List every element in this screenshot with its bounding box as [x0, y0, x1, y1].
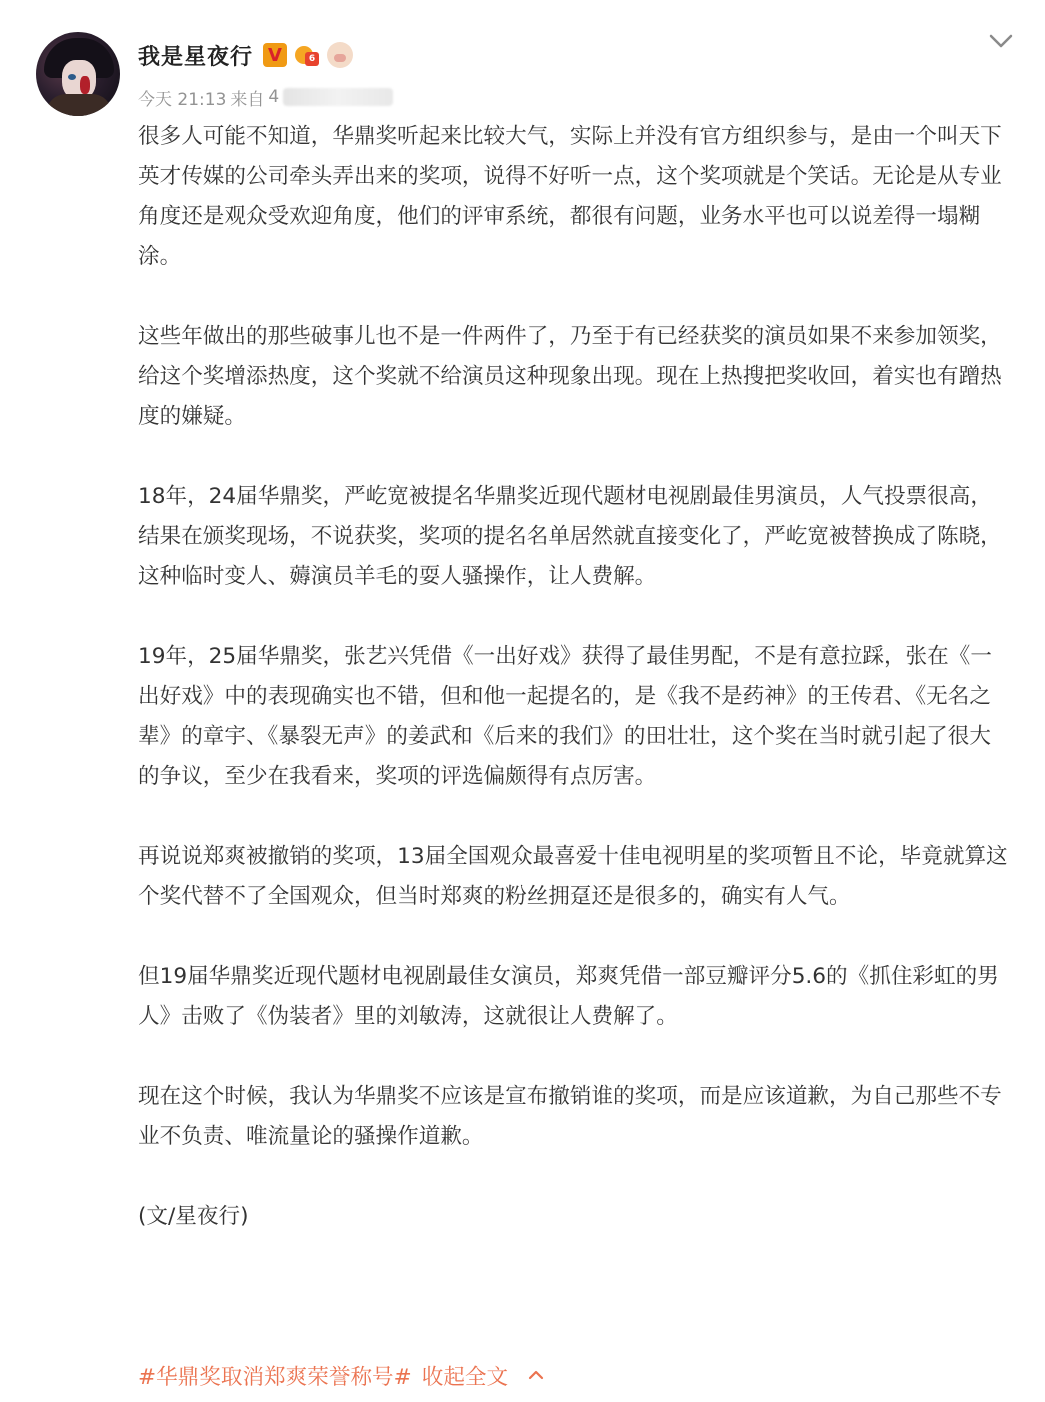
hashtag-link[interactable]: #华鼎奖取消郑爽荣誉称号#: [138, 1364, 412, 1390]
paragraph: 18年，24届华鼎奖，严屹宽被提名华鼎奖近现代题材电视剧最佳男演员，人气投票很高，结果在颁奖现场，不说获奖，奖项的提名名单居然就直接变化了，严屹宽被替换成了陈晓，这种临时变人、薅演员羊毛的耍人骚操作，让人费解。: [138, 484, 1002, 589]
vip-level-number: 6: [305, 52, 319, 66]
verified-v-icon: V: [263, 43, 287, 67]
collapse-full-text-link[interactable]: 收起全文: [421, 1364, 509, 1390]
user-avatar[interactable]: [36, 32, 120, 116]
byline: (文/星夜行): [138, 1204, 249, 1229]
chevron-up-icon[interactable]: [526, 1365, 546, 1385]
paragraph: 但19届华鼎奖近现代题材电视剧最佳女演员，郑爽凭借一部豆瓣评分5.6的《抓住彩虹的男人》击败了《伪装者》里的刘敏涛，这就很让人费解了。: [138, 964, 999, 1029]
fan-badge-icon: [327, 42, 353, 68]
source-visible: 4: [268, 87, 280, 107]
post-footer: [138, 1355, 546, 1395]
post-header: [138, 38, 353, 72]
paragraph: 19年，25届华鼎奖，张艺兴凭借《一出好戏》获得了最佳男配，不是有意拉踩，张在《一出好戏》中的表现确实也不错，但和他一起提名的，是《我不是药神》的王传君、《无名之辈》的章宇、《暴裂无声》的姜武和《后来的我们》的田壮壮，这个奖在当时就引起了很大的争议，至少在我看来，奖项的评选偏颇得有点厉害。: [138, 644, 992, 789]
post-meta: [138, 85, 393, 109]
post-body: [138, 117, 1008, 1277]
avatar-coat: [46, 94, 112, 116]
username[interactable]: 我是星夜行: [138, 44, 254, 70]
avatar-eye: [68, 74, 76, 80]
paragraph: 很多人可能不知道，华鼎奖听起来比较大气，实际上并没有官方组织参与，是由一个叫天下英才传媒的公司牵头弄出来的奖项，说得不好听一点，这个奖项就是个笑话。无论是从专业角度还是观众受欢迎角度，他们的评审系统，都很有问题，业务水平也可以说差得一塌糊涂。: [138, 124, 1002, 269]
source-prefix: 来自: [230, 89, 265, 110]
avatar-mark: [80, 76, 90, 94]
chevron-down-icon[interactable]: [986, 26, 1016, 56]
paragraph: 这些年做出的那些破事儿也不是一件两件了，乃至于有已经获奖的演员如果不来参加领奖，给这个奖增添热度，这个奖就不给演员这种现象出现。现在上热搜把奖收回，着实也有蹭热度的嫌疑。: [138, 324, 1002, 429]
paragraph: 再说说郑爽被撤销的奖项，13届全国观众最喜爱十佳电视明星的奖项暂且不论，毕竟就算这个奖代替不了全国观众，但当时郑爽的粉丝拥趸还是很多的，确实有人气。: [138, 844, 1008, 909]
blurred-source: [283, 88, 393, 106]
post-time[interactable]: 今天 21:13: [138, 89, 227, 110]
vip-level-icon: [293, 42, 321, 68]
paragraph: 现在这个时候，我认为华鼎奖不应该是宣布撤销谁的奖项，而是应该道歉，为自己那些不专业不负责、唯流量论的骚操作道歉。: [138, 1084, 1002, 1149]
